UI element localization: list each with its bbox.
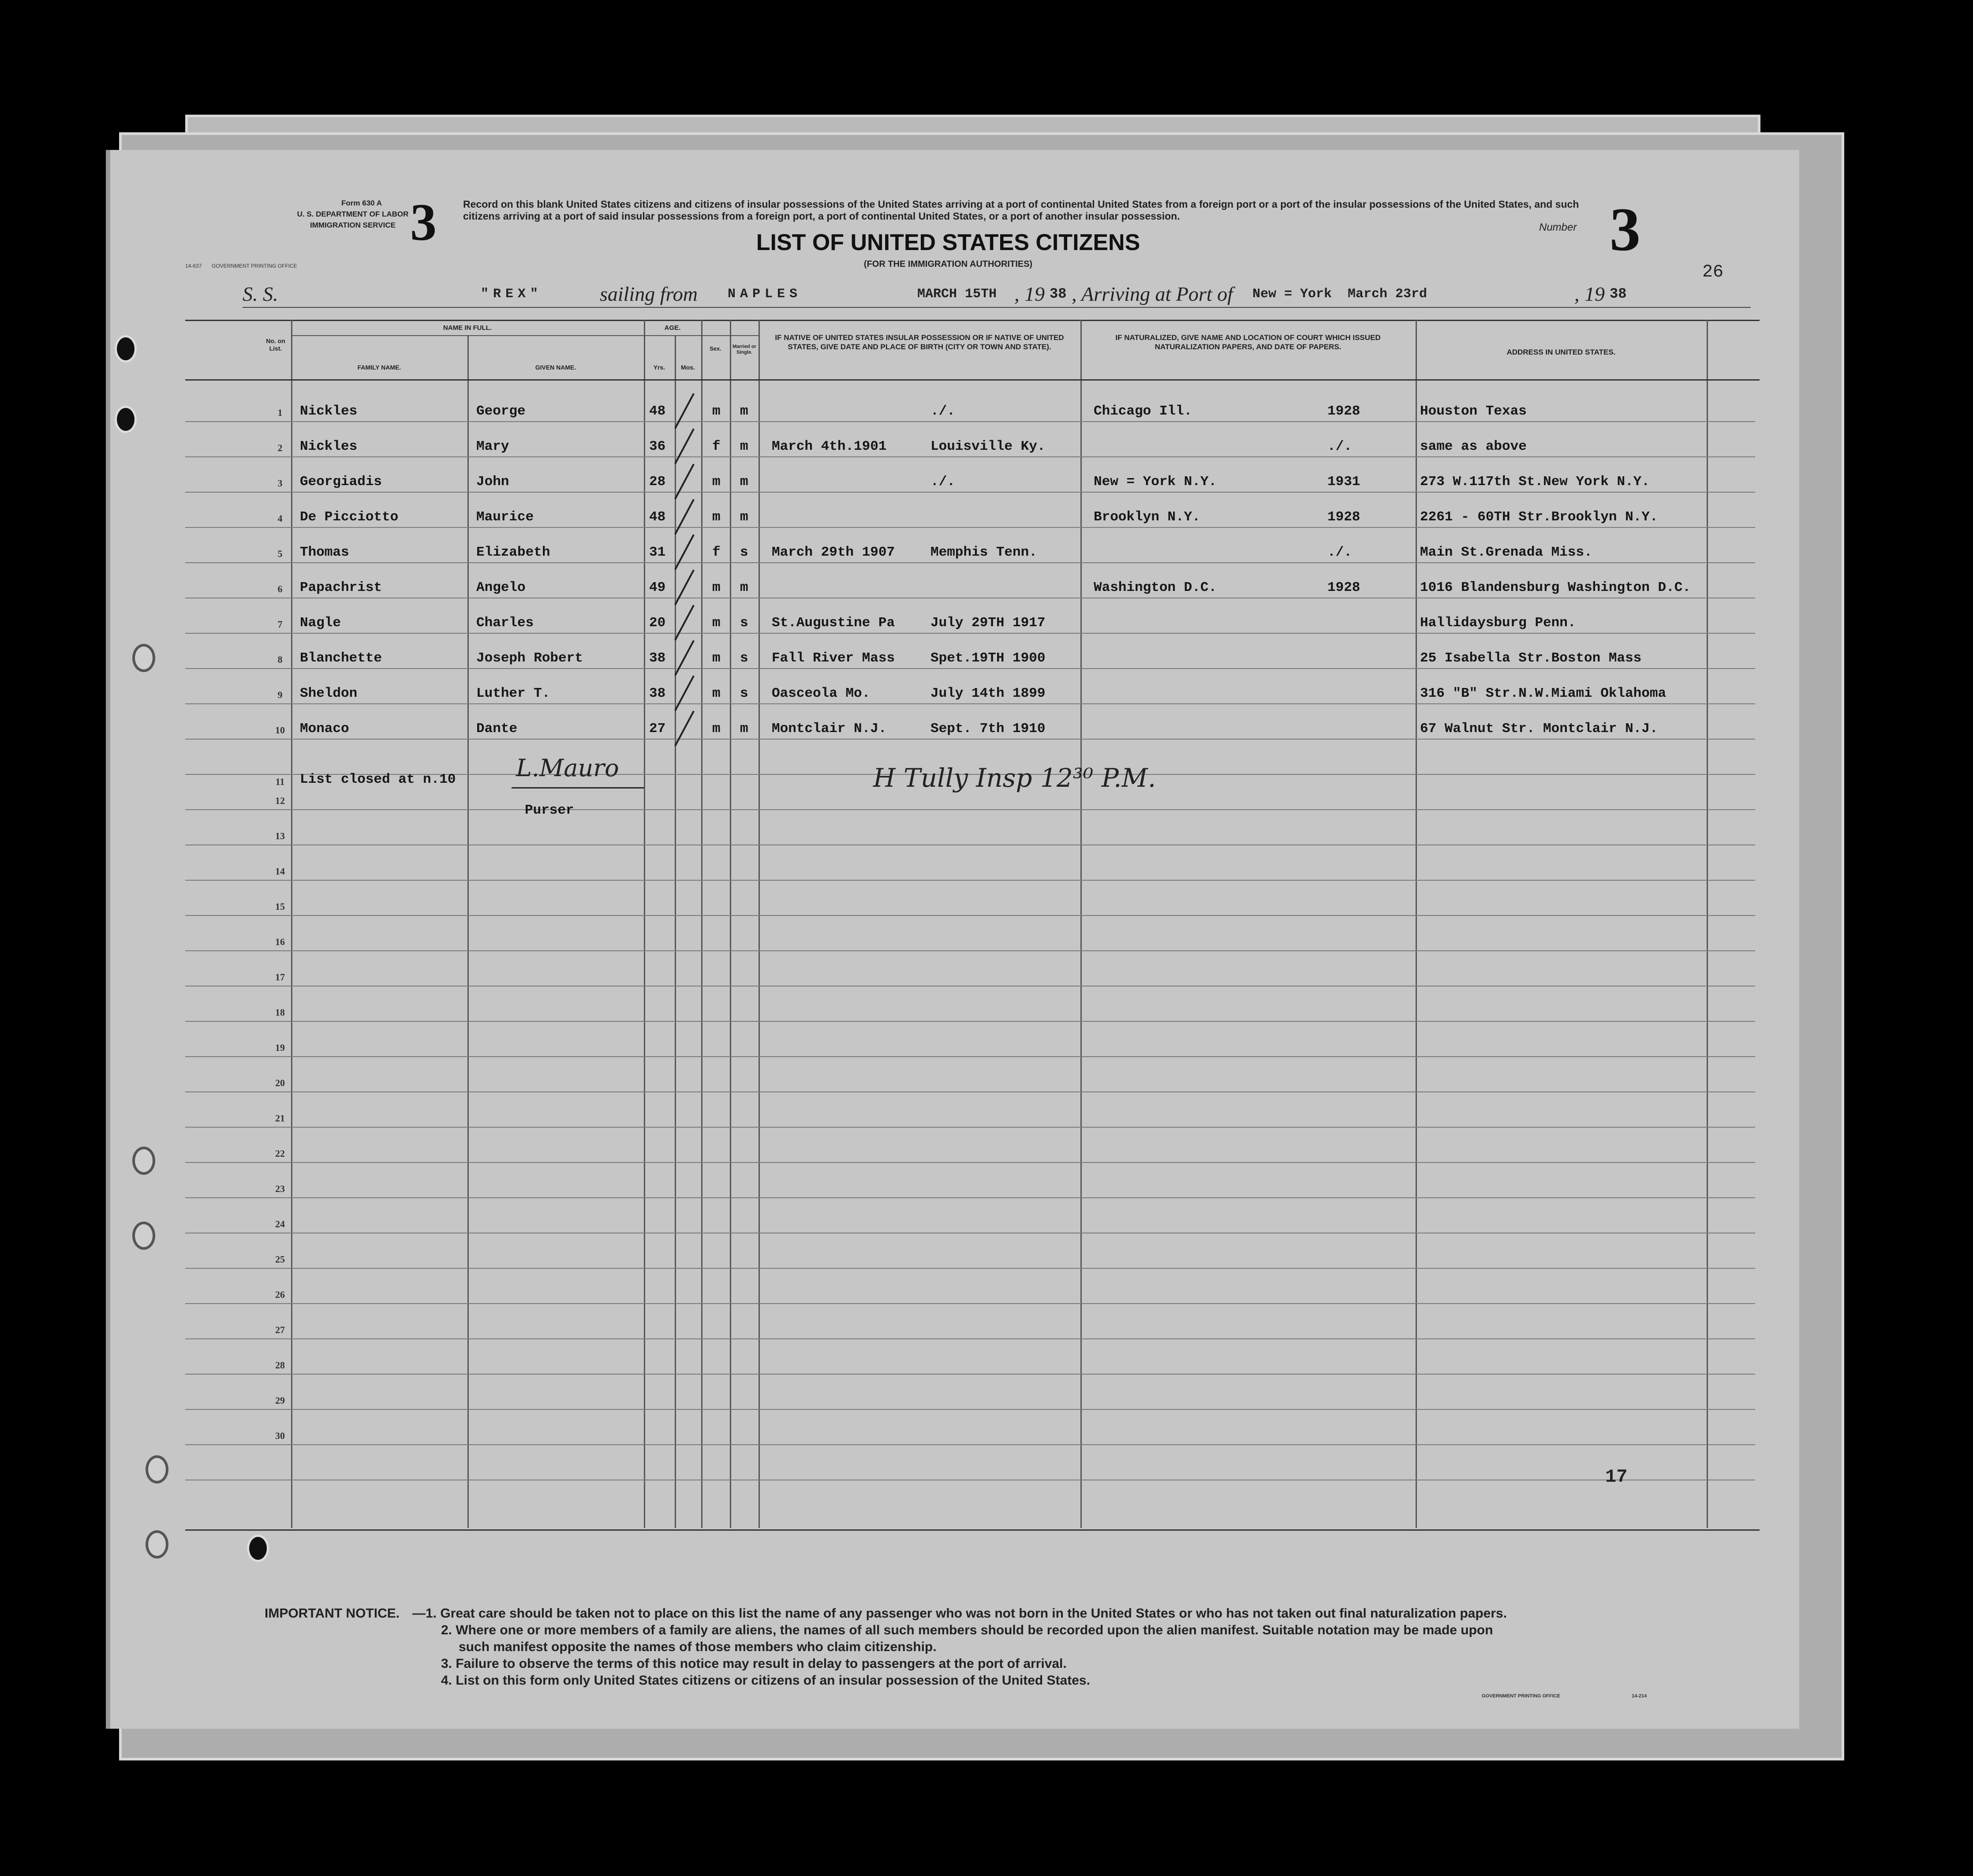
form-number: Form 630 A bbox=[341, 199, 382, 207]
sex: m bbox=[712, 474, 721, 490]
row-number: 12 bbox=[275, 795, 285, 806]
birth-place: Spet.19TH 1900 bbox=[930, 650, 1046, 666]
service: IMMIGRATION SERVICE bbox=[310, 221, 396, 229]
row-number: 13 bbox=[275, 830, 285, 841]
row-rule bbox=[185, 456, 1755, 457]
family-name: Thomas bbox=[300, 545, 349, 560]
row-number: 30 bbox=[275, 1430, 285, 1441]
marital-status: s bbox=[740, 650, 748, 666]
col-address: ADDRESS IN UNITED STATES. bbox=[1506, 348, 1616, 356]
row-rule bbox=[185, 1374, 1755, 1375]
row-rule bbox=[185, 880, 1755, 881]
page-stamp: 26 bbox=[1702, 262, 1724, 282]
given-name: Dante bbox=[476, 721, 518, 736]
age-years: 38 bbox=[649, 686, 666, 701]
punch-hole bbox=[132, 1222, 155, 1250]
row-rule bbox=[185, 950, 1755, 951]
port-to: New = York March 23rd bbox=[1252, 287, 1427, 302]
given-name: Angelo bbox=[476, 580, 526, 595]
family-name: Sheldon bbox=[300, 686, 358, 701]
address: 273 W.117th St.New York N.Y. bbox=[1420, 474, 1650, 490]
family-name: Nagle bbox=[300, 615, 341, 631]
col-divider bbox=[759, 320, 760, 1528]
family-name: Nickles bbox=[300, 439, 358, 454]
given-name: Mary bbox=[476, 439, 509, 454]
row-rule bbox=[185, 1197, 1755, 1198]
row-rule bbox=[185, 527, 1755, 528]
purser-label: Purser bbox=[525, 803, 574, 818]
row-number: 2 bbox=[277, 442, 283, 453]
page-subtitle: (FOR THE IMMIGRATION AUTHORITIES) bbox=[863, 259, 1033, 269]
col-divider bbox=[1416, 320, 1417, 1528]
header-bottom-rule bbox=[185, 379, 1760, 381]
notice-item-4: 4. List on this form only United States citizens or citizens of an insular possession of the United States. bbox=[441, 1673, 1090, 1688]
marital-status: m bbox=[740, 404, 748, 419]
row-number: 18 bbox=[275, 1007, 285, 1018]
given-name: Charles bbox=[476, 615, 534, 631]
col-divider bbox=[467, 335, 469, 1528]
punch-hole bbox=[146, 1455, 168, 1484]
notice-item-3: 3. Failure to observe the terms of this notice may result in delay to passengers at the port of arrival. bbox=[441, 1656, 1067, 1671]
printer-code: 14-637 bbox=[185, 263, 202, 269]
row-number: 26 bbox=[275, 1289, 285, 1300]
row-number: 24 bbox=[275, 1218, 285, 1229]
age-years: 31 bbox=[649, 545, 666, 560]
col-mos: Mos. bbox=[681, 364, 695, 371]
row-number: 6 bbox=[277, 583, 283, 594]
row-number: 3 bbox=[277, 478, 283, 489]
col-divider bbox=[644, 320, 645, 1528]
col-divider bbox=[675, 335, 676, 1528]
row-rule bbox=[185, 1162, 1755, 1163]
row-rule bbox=[185, 986, 1755, 987]
date-from: MARCH 15TH bbox=[917, 287, 997, 302]
birth-place: ./. bbox=[930, 404, 955, 419]
notice-label: IMPORTANT NOTICE. bbox=[265, 1606, 400, 1621]
row-number: 29 bbox=[275, 1395, 285, 1406]
signature-underline bbox=[512, 787, 644, 789]
birth-place: ./. bbox=[930, 474, 955, 490]
punch-hole bbox=[132, 644, 155, 672]
age-years: 28 bbox=[649, 474, 666, 490]
birth-place: Memphis Tenn. bbox=[930, 545, 1037, 560]
row-rule bbox=[185, 1021, 1755, 1022]
col-divider bbox=[701, 320, 703, 1528]
sex: m bbox=[712, 580, 721, 595]
age-years: 38 bbox=[649, 650, 666, 666]
age-years: 27 bbox=[649, 721, 666, 736]
marital-status: m bbox=[740, 439, 748, 454]
row-number: 4 bbox=[277, 513, 283, 524]
row-rule bbox=[185, 421, 1755, 422]
birth-date: St.Augustine Pa bbox=[772, 615, 895, 631]
printer-name: GOVERNMENT PRINTING OFFICE bbox=[212, 263, 297, 269]
row-rule bbox=[185, 492, 1755, 493]
punch-hole bbox=[115, 335, 137, 362]
family-name: De Picciotto bbox=[300, 509, 399, 525]
birth-place: July 29TH 1917 bbox=[930, 615, 1046, 631]
sex: m bbox=[712, 404, 721, 419]
col-married: Married or Single. bbox=[732, 344, 756, 355]
birth-date: Fall River Mass bbox=[772, 650, 895, 666]
year-prefix-to: , 19 bbox=[1574, 283, 1605, 305]
row-rule bbox=[185, 809, 1755, 810]
family-name: Nickles bbox=[300, 404, 358, 419]
list-closed-text: List closed at n.10 bbox=[300, 772, 456, 787]
row-number: 21 bbox=[275, 1113, 285, 1124]
birth-date: Montclair N.J. bbox=[772, 721, 887, 736]
row-number: 23 bbox=[275, 1183, 285, 1194]
footer-code: 14-214 bbox=[1632, 1693, 1647, 1699]
row-number: 8 bbox=[277, 654, 283, 665]
notice-item-2: 2. Where one or more members of a family are aliens, the names of all such members should be recorded upon the alien manifest. Suitable notation may be made upon bbox=[441, 1623, 1493, 1637]
col-birth: IF NATIVE OF UNITED STATES INSULAR POSSESSION OR IF NATIVE OF UNITED STATES, GIVE DATE AND PLACE OF BIRTH (CITY OR TOWN AND STATE). bbox=[775, 333, 1064, 351]
marital-status: m bbox=[740, 509, 748, 525]
row-rule bbox=[185, 1303, 1755, 1304]
col-no: No. on List. bbox=[266, 337, 285, 352]
punch-hole bbox=[247, 1535, 269, 1562]
address: 67 Walnut Str. Montclair N.J. bbox=[1420, 721, 1658, 736]
marital-status: s bbox=[740, 615, 748, 631]
col-divider bbox=[291, 320, 292, 1528]
address: 25 Isabella Str.Boston Mass bbox=[1420, 650, 1642, 666]
birth-place: Louisville Ky. bbox=[930, 439, 1046, 454]
row-rule bbox=[185, 1091, 1755, 1092]
sex: m bbox=[712, 686, 721, 701]
given-name: Joseph Robert bbox=[476, 650, 583, 666]
naturalization-court: Washington D.C. bbox=[1094, 580, 1217, 595]
name-header-rule bbox=[291, 335, 759, 336]
row-rule bbox=[185, 1056, 1755, 1057]
given-name: Elizabeth bbox=[476, 545, 550, 560]
row-rule bbox=[185, 915, 1755, 916]
birth-date: March 29th 1907 bbox=[772, 545, 895, 560]
marital-status: m bbox=[740, 580, 748, 595]
inspector-note: H Tully Insp 12³⁰ P.M. bbox=[873, 763, 1156, 793]
number-value: 3 bbox=[1610, 195, 1640, 264]
col-name-full: NAME IN FULL. bbox=[443, 324, 492, 332]
address: same as above bbox=[1420, 439, 1527, 454]
sex: m bbox=[712, 509, 721, 525]
row-number: 5 bbox=[277, 548, 283, 559]
naturalization-court: Chicago Ill. bbox=[1094, 404, 1192, 419]
naturalization-court: New = York N.Y. bbox=[1094, 474, 1217, 490]
address: Main St.Grenada Miss. bbox=[1420, 545, 1592, 560]
sex: m bbox=[712, 721, 721, 736]
row-number: 11 bbox=[275, 776, 285, 787]
sex: f bbox=[712, 439, 721, 454]
birth-date: March 4th.1901 bbox=[772, 439, 887, 454]
given-name: John bbox=[476, 474, 509, 490]
row-rule bbox=[185, 633, 1755, 634]
row-rule bbox=[185, 1127, 1755, 1128]
col-sex: Sex. bbox=[710, 345, 721, 352]
family-name: Monaco bbox=[300, 721, 349, 736]
row-number: 9 bbox=[277, 689, 283, 700]
row-rule bbox=[185, 739, 1755, 740]
notice-item-2b: such manifest opposite the names of those members who claim citizenship. bbox=[459, 1640, 937, 1654]
sex: f bbox=[712, 545, 721, 560]
row-rule bbox=[185, 1409, 1755, 1410]
family-name: Papachrist bbox=[300, 580, 382, 595]
row-number: 7 bbox=[277, 619, 283, 630]
birth-date: Oasceola Mo. bbox=[772, 686, 871, 701]
naturalization-court: Brooklyn N.Y. bbox=[1094, 509, 1200, 525]
number-label: Number bbox=[1539, 221, 1577, 233]
notice-item-1: —1. Great care should be taken not to place on this list the name of any passenger who was not born in the United States or who has not taken out final naturalization papers. bbox=[412, 1606, 1507, 1621]
address: 316 "B" Str.N.W.Miami Oklahoma bbox=[1420, 686, 1667, 701]
row-number: 14 bbox=[275, 866, 285, 877]
address: Hallidaysburg Penn. bbox=[1420, 615, 1576, 631]
col-given: GIVEN NAME. bbox=[535, 364, 576, 371]
row-rule bbox=[185, 703, 1755, 704]
address: 2261 - 60TH Str.Brooklyn N.Y. bbox=[1420, 509, 1658, 525]
family-name: Georgiadis bbox=[300, 474, 382, 490]
form-big-number: 3 bbox=[410, 193, 437, 251]
row-rule bbox=[185, 562, 1755, 563]
row-number: 15 bbox=[275, 901, 285, 912]
port-from: NAPLES bbox=[728, 287, 802, 302]
ss-label: S. S. bbox=[243, 283, 278, 305]
naturalization-year: 1931 bbox=[1327, 474, 1360, 490]
marital-status: m bbox=[740, 721, 748, 736]
year-to: 38 bbox=[1610, 286, 1627, 302]
birth-place: July 14th 1899 bbox=[930, 686, 1046, 701]
naturalization-year: 1928 bbox=[1327, 509, 1360, 525]
marital-status: s bbox=[740, 686, 748, 701]
purser-signature: L.Mauro bbox=[516, 754, 619, 782]
birth-place: Sept. 7th 1910 bbox=[930, 721, 1046, 736]
row-number: 22 bbox=[275, 1148, 285, 1159]
row-rule bbox=[185, 1268, 1755, 1269]
arriving-label: , Arriving at Port of bbox=[1072, 283, 1233, 305]
sex: m bbox=[712, 615, 721, 631]
table-frame bbox=[185, 320, 1760, 1531]
year-prefix-from: , 19 bbox=[1014, 283, 1045, 305]
col-family: FAMILY NAME. bbox=[357, 364, 401, 371]
age-years: 48 bbox=[649, 404, 666, 419]
age-years: 36 bbox=[649, 439, 666, 454]
voyage-line bbox=[243, 282, 1751, 308]
row-number: 10 bbox=[275, 725, 285, 736]
sex: m bbox=[712, 650, 721, 666]
ship-name: "REX" bbox=[481, 287, 543, 302]
punch-hole bbox=[146, 1530, 168, 1558]
address: 1016 Blandensburg Washington D.C. bbox=[1420, 580, 1691, 595]
footer-printer: GOVERNMENT PRINTING OFFICE bbox=[1482, 1693, 1560, 1699]
given-name: Luther T. bbox=[476, 686, 550, 701]
row-number: 1 bbox=[277, 407, 283, 418]
marital-status: s bbox=[740, 545, 748, 560]
punch-hole bbox=[132, 1147, 155, 1175]
age-years: 48 bbox=[649, 509, 666, 525]
page-title: LIST OF UNITED STATES CITIZENS bbox=[756, 230, 1140, 255]
sailing-label: sailing from bbox=[600, 283, 698, 305]
col-age: AGE. bbox=[664, 324, 681, 332]
row-number: 28 bbox=[275, 1360, 285, 1371]
naturalization-year: ./. bbox=[1327, 545, 1352, 560]
family-name: Blanchette bbox=[300, 650, 382, 666]
marital-status: m bbox=[740, 474, 748, 490]
age-years: 49 bbox=[649, 580, 666, 595]
manifest-page bbox=[106, 150, 1799, 1729]
row-number: 25 bbox=[275, 1254, 285, 1265]
address: Houston Texas bbox=[1420, 404, 1527, 419]
naturalization-year: ./. bbox=[1327, 439, 1352, 454]
department: U. S. DEPARTMENT OF LABOR bbox=[297, 210, 409, 218]
col-yrs: Yrs. bbox=[653, 364, 665, 371]
row-rule bbox=[185, 668, 1755, 669]
row-rule bbox=[185, 1444, 1755, 1445]
col-naturalized: IF NATURALIZED, GIVE NAME AND LOCATION OF COURT WHICH ISSUED NATURALIZATION PAPERS, AND DATE OF PAPERS. bbox=[1115, 333, 1381, 351]
col-divider bbox=[730, 320, 731, 1528]
row-number: 19 bbox=[275, 1042, 285, 1053]
col-divider bbox=[1080, 320, 1082, 1528]
naturalization-year: 1928 bbox=[1327, 404, 1360, 419]
row-number: 20 bbox=[275, 1077, 285, 1088]
given-name: Maurice bbox=[476, 509, 534, 525]
col-divider bbox=[1707, 320, 1708, 1528]
age-years: 20 bbox=[649, 615, 666, 631]
punch-hole bbox=[115, 406, 137, 433]
sheet-number: 17 bbox=[1605, 1466, 1628, 1487]
year-from: 38 bbox=[1050, 286, 1067, 302]
form-instruction: Record on this blank United States citizens and citizens of insular possessions of the United States arriving at a port of continental United States from a foreign port or a port of the insular possessions of the United States, and such citizens arriving at a port of said insular possessions from a foreign port, a port of continental United States, or a port of another insular possession. bbox=[463, 198, 1579, 222]
row-number: 16 bbox=[275, 936, 285, 947]
naturalization-year: 1928 bbox=[1327, 580, 1360, 595]
row-number: 17 bbox=[275, 972, 285, 983]
row-rule bbox=[185, 1338, 1755, 1339]
given-name: George bbox=[476, 404, 526, 419]
row-number: 27 bbox=[275, 1324, 285, 1335]
